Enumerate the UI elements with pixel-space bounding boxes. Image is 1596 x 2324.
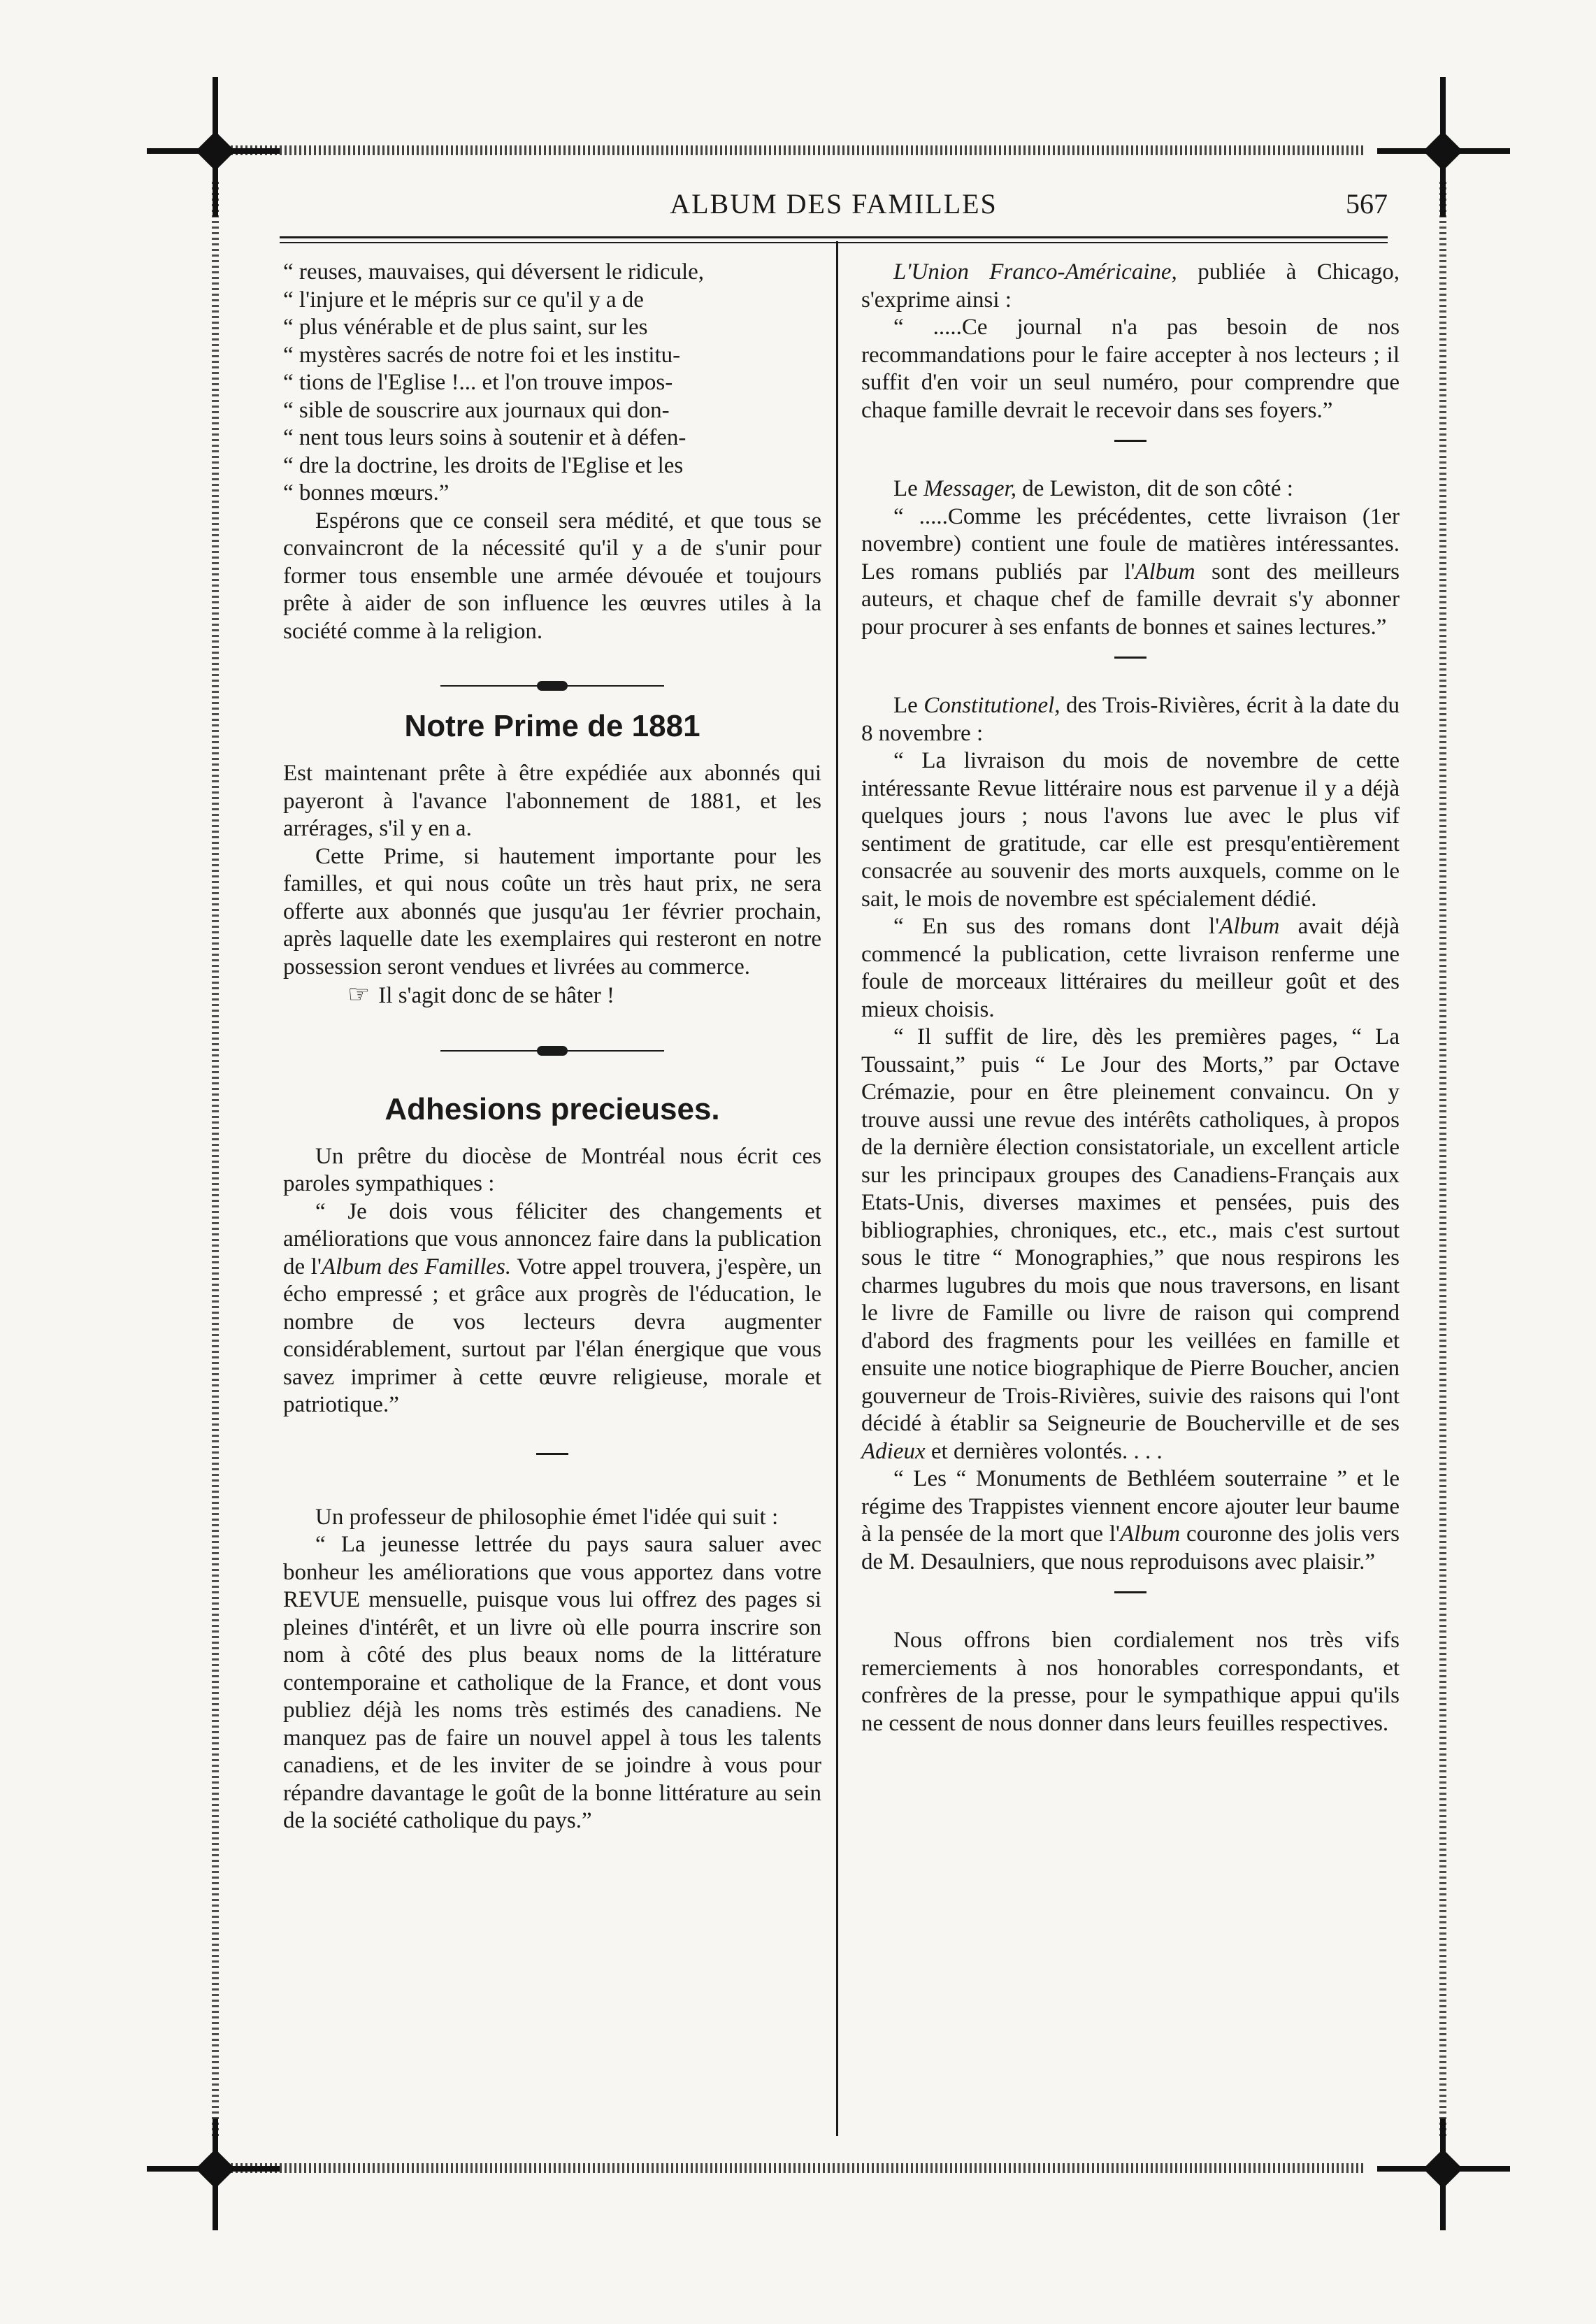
quote1-text: “ .....Ce journal n'a pas besoin de nos recommandations pour le faire accepter à nos lecteurs ; il suffit d'en voir un seul numéro, pour comprendre que chaque famille devrait le recevoir dans ses foyers.” xyxy=(861,315,1400,423)
section-title-prime: Notre Prime de 1881 xyxy=(404,709,700,743)
quote-line: “ bonnes mœurs.” xyxy=(283,480,450,505)
prime-paragraph-2: Cette Prime, si hautement importante pour les familles, et qui nous coûte un très haut prix, ne sera offerte aux abonnés que jusqu'au 1er février prochain, après laquelle date les exemplaires qui resteront en notre possession seront vendues et livrées au commerce. xyxy=(283,843,821,980)
quote-line: “ reuses, mauvaises, qui déversent le ridicule, xyxy=(283,259,705,285)
quote2-text xyxy=(861,503,1400,642)
quote-line: “ mystères sacrés de notre foi et les institu- xyxy=(283,342,681,368)
closing-thanks: Nous offrons bien cordialement nos très vifs remerciements à nos honorables correspondants, et confrères de la presse, pour le sympathique appui qu'ils ne cessent de nous donner dans leurs feuilles respectives. xyxy=(861,1628,1400,1736)
running-title: ALBUM DES FAMILLES xyxy=(670,188,998,220)
quote3-paragraph-1: “ La livraison du mois de novembre de cette intéressante Revue littéraire nous est parvenue il y a déjà quelques jours ; nous l'avons lue avec le plus vif sentiment de gratitude, car elle est presqu'entièrement consacrée au souvenir des morts auxquels, comme on le sait, le mois de novembre est spécialement dédié. xyxy=(861,748,1400,912)
text-run: “ .....Comme les précédentes, cette livraison (1er novembre) contient une foule de matières intéressantes. Les romans publiés par l' xyxy=(861,503,1400,584)
text-run: des Trois-Rivières, écrit à la date du 8 novembre : xyxy=(861,693,1400,746)
pointing-hand-icon: ☞ xyxy=(347,980,371,1008)
section-title-adhesions: Adhesions precieuses. xyxy=(384,1091,720,1126)
text-run: publiée à Chicago, s'exprime ainsi : xyxy=(861,259,1400,313)
publication-name: L'Union Franco-Américaine, xyxy=(893,259,1177,285)
hurry-note xyxy=(283,981,821,1010)
frame-left-border xyxy=(212,182,219,2139)
left-column xyxy=(283,259,821,1835)
adhesions-paragraph-2 xyxy=(283,1198,821,1419)
diamond-ornament-icon xyxy=(196,131,236,171)
closing-paragraph: Espérons que ce conseil sera médité, et que tous se convaincront de la nécessité qu'il y a de s'unir pour former tous ensemble une armée dévouée et toujours prête à aider de son influence les œuvres utiles à la société comme à la religion. xyxy=(283,508,821,644)
prime-paragraph-1: Est maintenant prête à être expédiée aux abonnés qui payeront à l'avance l'abonnement de 1881, et les arrérages, s'il y en a. xyxy=(283,761,821,841)
publication-title: Album xyxy=(1135,559,1195,584)
frame-top-border xyxy=(231,145,1365,155)
quote2-intro xyxy=(861,475,1400,503)
publication-name: Constitutionel, xyxy=(923,693,1061,718)
diamond-ornament-icon xyxy=(196,2149,236,2189)
adhesions-paragraph-4: “ La jeunesse lettrée du pays saura saluer avec bonheur les améliorations que vous apportez dans votre REVUE mensuelle, puisque vous lui offrez des pages si pleines d'intérêt, et un livre où elle pourra inscrire son nom à côté des plus beaux noms de la littérature contemporaine et catholique de la France, et dont vous publiez déjà les noms très estimés des canadiens. Ne manquez pas de faire un nouvel appel à tous les talents canadiens, et de les inviter de se joindre à vous pour répandre davantage le goût de la bonne littérature au sein de la société catholique du pays.” xyxy=(283,1532,821,1833)
text-run: “ Il suffit de lire, dès les premières pages, “ La Toussaint,” puis “ Le Jour des Morts,” par Octave Crémazie, pour en être pleinement convaincu. On y trouve aussi une revue des intérêts catholiques, à propos de la dernière élection consistatoriale, un excellent article sur les principaux groupes des Canadiens-Français aux Etats-Unis, diverses maximes et pensées, puis des bibliographies, chroniques, etc., etc., mais c'est surtout sous le titre “ Monographies,” que nous respirons les charmes lugubres du mois que nous traversons, en lisant le livre de Famille ou livre de raison qui comprend d'abord des fragments pour les veillées en famille et ensuite une notice biographique de Pierre Boucher, ancien gouverneur de Trois-Rivières, suivie des raisons qui l'ont décidé à établir sa Seigneurie de Boucherville et de ses xyxy=(861,1024,1400,1436)
quote3-paragraph-2 xyxy=(861,913,1400,1024)
quote-line: “ dre la doctrine, les droits de l'Eglise et les xyxy=(283,452,684,478)
adhesions-paragraph-1: Un prêtre du diocèse de Montréal nous écrit ces paroles sympathiques : xyxy=(283,1143,821,1196)
text-run: “ Les “ Monuments de Bethléem souterraine ” et le régime des Trappistes viennent encore ajouter leur baume à la pensée de la mort que l' xyxy=(861,1466,1400,1547)
quote-line: “ sible de souscrire aux journaux qui don- xyxy=(283,397,670,423)
publication-title: Album xyxy=(1119,1521,1181,1547)
opening-quote xyxy=(283,259,821,508)
publication-name: Messager, xyxy=(923,476,1016,501)
text-run: couronne des jolis vers de M. Desaulniers, que nous reproduisons avec plaisir.” xyxy=(861,1521,1400,1575)
diamond-ornament-icon xyxy=(1423,131,1463,171)
publication-title: Album des Familles. xyxy=(321,1254,512,1279)
italic-term: Adieux xyxy=(861,1438,926,1464)
quote3-paragraph-3 xyxy=(861,1024,1400,1465)
ornamental-divider xyxy=(440,679,664,693)
text-run: “ En sus des romans dont l' xyxy=(893,914,1220,939)
quote-line: “ nent tous leurs soins à soutenir et à défen- xyxy=(283,425,686,450)
quote-line: “ l'injure et le mépris sur ce qu'il y a de xyxy=(283,287,644,313)
text-run: avait déjà commencé la publication, cette livraison renferme une foule de morceaux littéraires du meilleur goût et des mieux choisis. xyxy=(861,914,1400,1022)
ornamental-divider xyxy=(440,1044,664,1058)
text-run: Le xyxy=(893,476,924,501)
publication-title: Album xyxy=(1219,914,1280,939)
text-run: sont des meilleurs auteurs, et chaque chef de famille devrait s'y abonner pour procurer à ses enfants de bonnes et saines lectures.” xyxy=(861,559,1400,640)
text-run: Votre appel trouvera, j'espère, un écho empressé ; et grâce aux progrès de l'éducation, le nombre de vos lecteurs devra augmenter considérablement, surtout par l'élan énergique que vous savez imprimer à cette œuvre religieuse, morale et patriotique.” xyxy=(283,1254,821,1417)
text-run: et dernières volontés. . . . xyxy=(925,1438,1163,1464)
text-run: Le xyxy=(893,693,924,718)
diamond-ornament-icon xyxy=(1423,2149,1463,2189)
adhesions-paragraph-3: Un professeur de philosophie émet l'idée qui suit : xyxy=(315,1504,779,1530)
frame-right-border xyxy=(1439,182,1446,2139)
quote-line: “ plus vénérable et de plus saint, sur les xyxy=(283,315,648,340)
quote3-paragraph-4 xyxy=(861,1465,1400,1576)
running-head xyxy=(280,187,1388,229)
hurry-note-text: Il s'agit donc de se hâter ! xyxy=(378,983,614,1008)
header-rule-secondary xyxy=(280,242,1388,243)
quote3-intro xyxy=(861,692,1400,747)
header-rule xyxy=(280,236,1388,238)
text-run: “ Je dois vous féliciter des changements et améliorations que vous annoncez faire dans la publication de l' xyxy=(283,1198,821,1279)
text-run: de Lewiston, dit de son côté : xyxy=(1016,476,1293,501)
right-column xyxy=(861,259,1400,1737)
page-number: 567 xyxy=(1346,188,1388,220)
quote1-intro xyxy=(861,259,1400,314)
quote-line: “ tions de l'Eglise !... et l'on trouve impos- xyxy=(283,370,673,395)
frame-bottom-border xyxy=(231,2163,1365,2173)
column-divider xyxy=(836,241,838,2136)
